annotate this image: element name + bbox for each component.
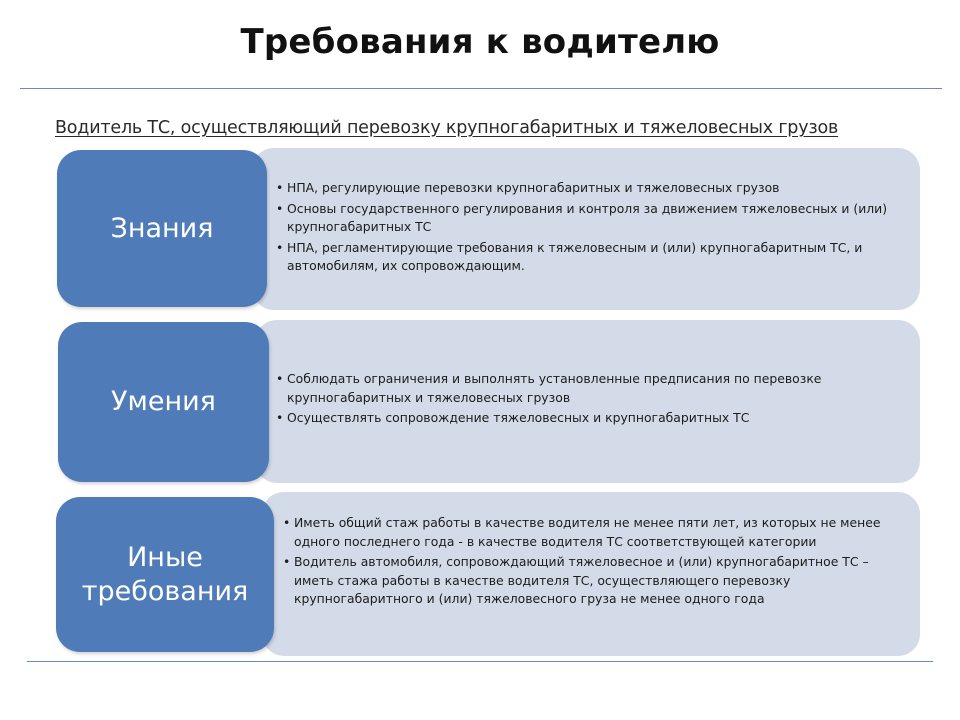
subtitle: Водитель ТС, осуществляющий перевозку крупногабаритных и тяжеловесных грузов [55,118,839,138]
page-title: Требования к водителю [240,22,720,62]
skills-heading-box [58,322,269,482]
other-requirements-heading [82,541,249,609]
list-item: • НПА, регулирующие перевозки крупногабаритных и тяжеловесных грузов [276,179,906,198]
other-requirements-heading-box [56,497,274,652]
heading-line: требования [81,575,249,607]
list-item: • Водитель автомобиля, сопровождающий тяжеловесное и (или) крупногабаритное ТС – иметь стажа работы в качестве водителя ТС, осуществляющего перевозку крупногабаритного и (или) тяжеловесного груза не менее одного года [283,553,908,609]
list-item: • Соблюдать ограничения и выполнять установленные предписания по перевозке крупногабаритных и тяжеловесных грузов [276,370,906,407]
skills-heading: Умения [111,386,216,417]
list-item: • НПА, регламентирующие требования к тяжеловесным и (или) крупногабаритным ТС, и автомобилям, их сопровождающим. [276,239,906,276]
knowledge-heading: Знания [110,212,214,244]
heading-line: Иные [127,541,203,573]
list-item: • Иметь общий стаж работы в качестве водителя не менее пяти лет, из которых не менее одного последнего года - в качестве водителя ТС соответствующей категории [283,514,908,551]
skills-list [276,370,906,430]
knowledge-heading-box [57,150,267,307]
other-requirements-list [283,514,908,611]
bottom-divider [27,661,933,662]
list-item: • Осуществлять сопровождение тяжеловесных и крупногабаритных ТС [276,409,906,428]
list-item: • Основы государственного регулирования и контроля за движением тяжеловесных и (или) крупногабаритных ТС [276,200,906,237]
top-divider [20,88,942,89]
knowledge-list [276,179,906,278]
